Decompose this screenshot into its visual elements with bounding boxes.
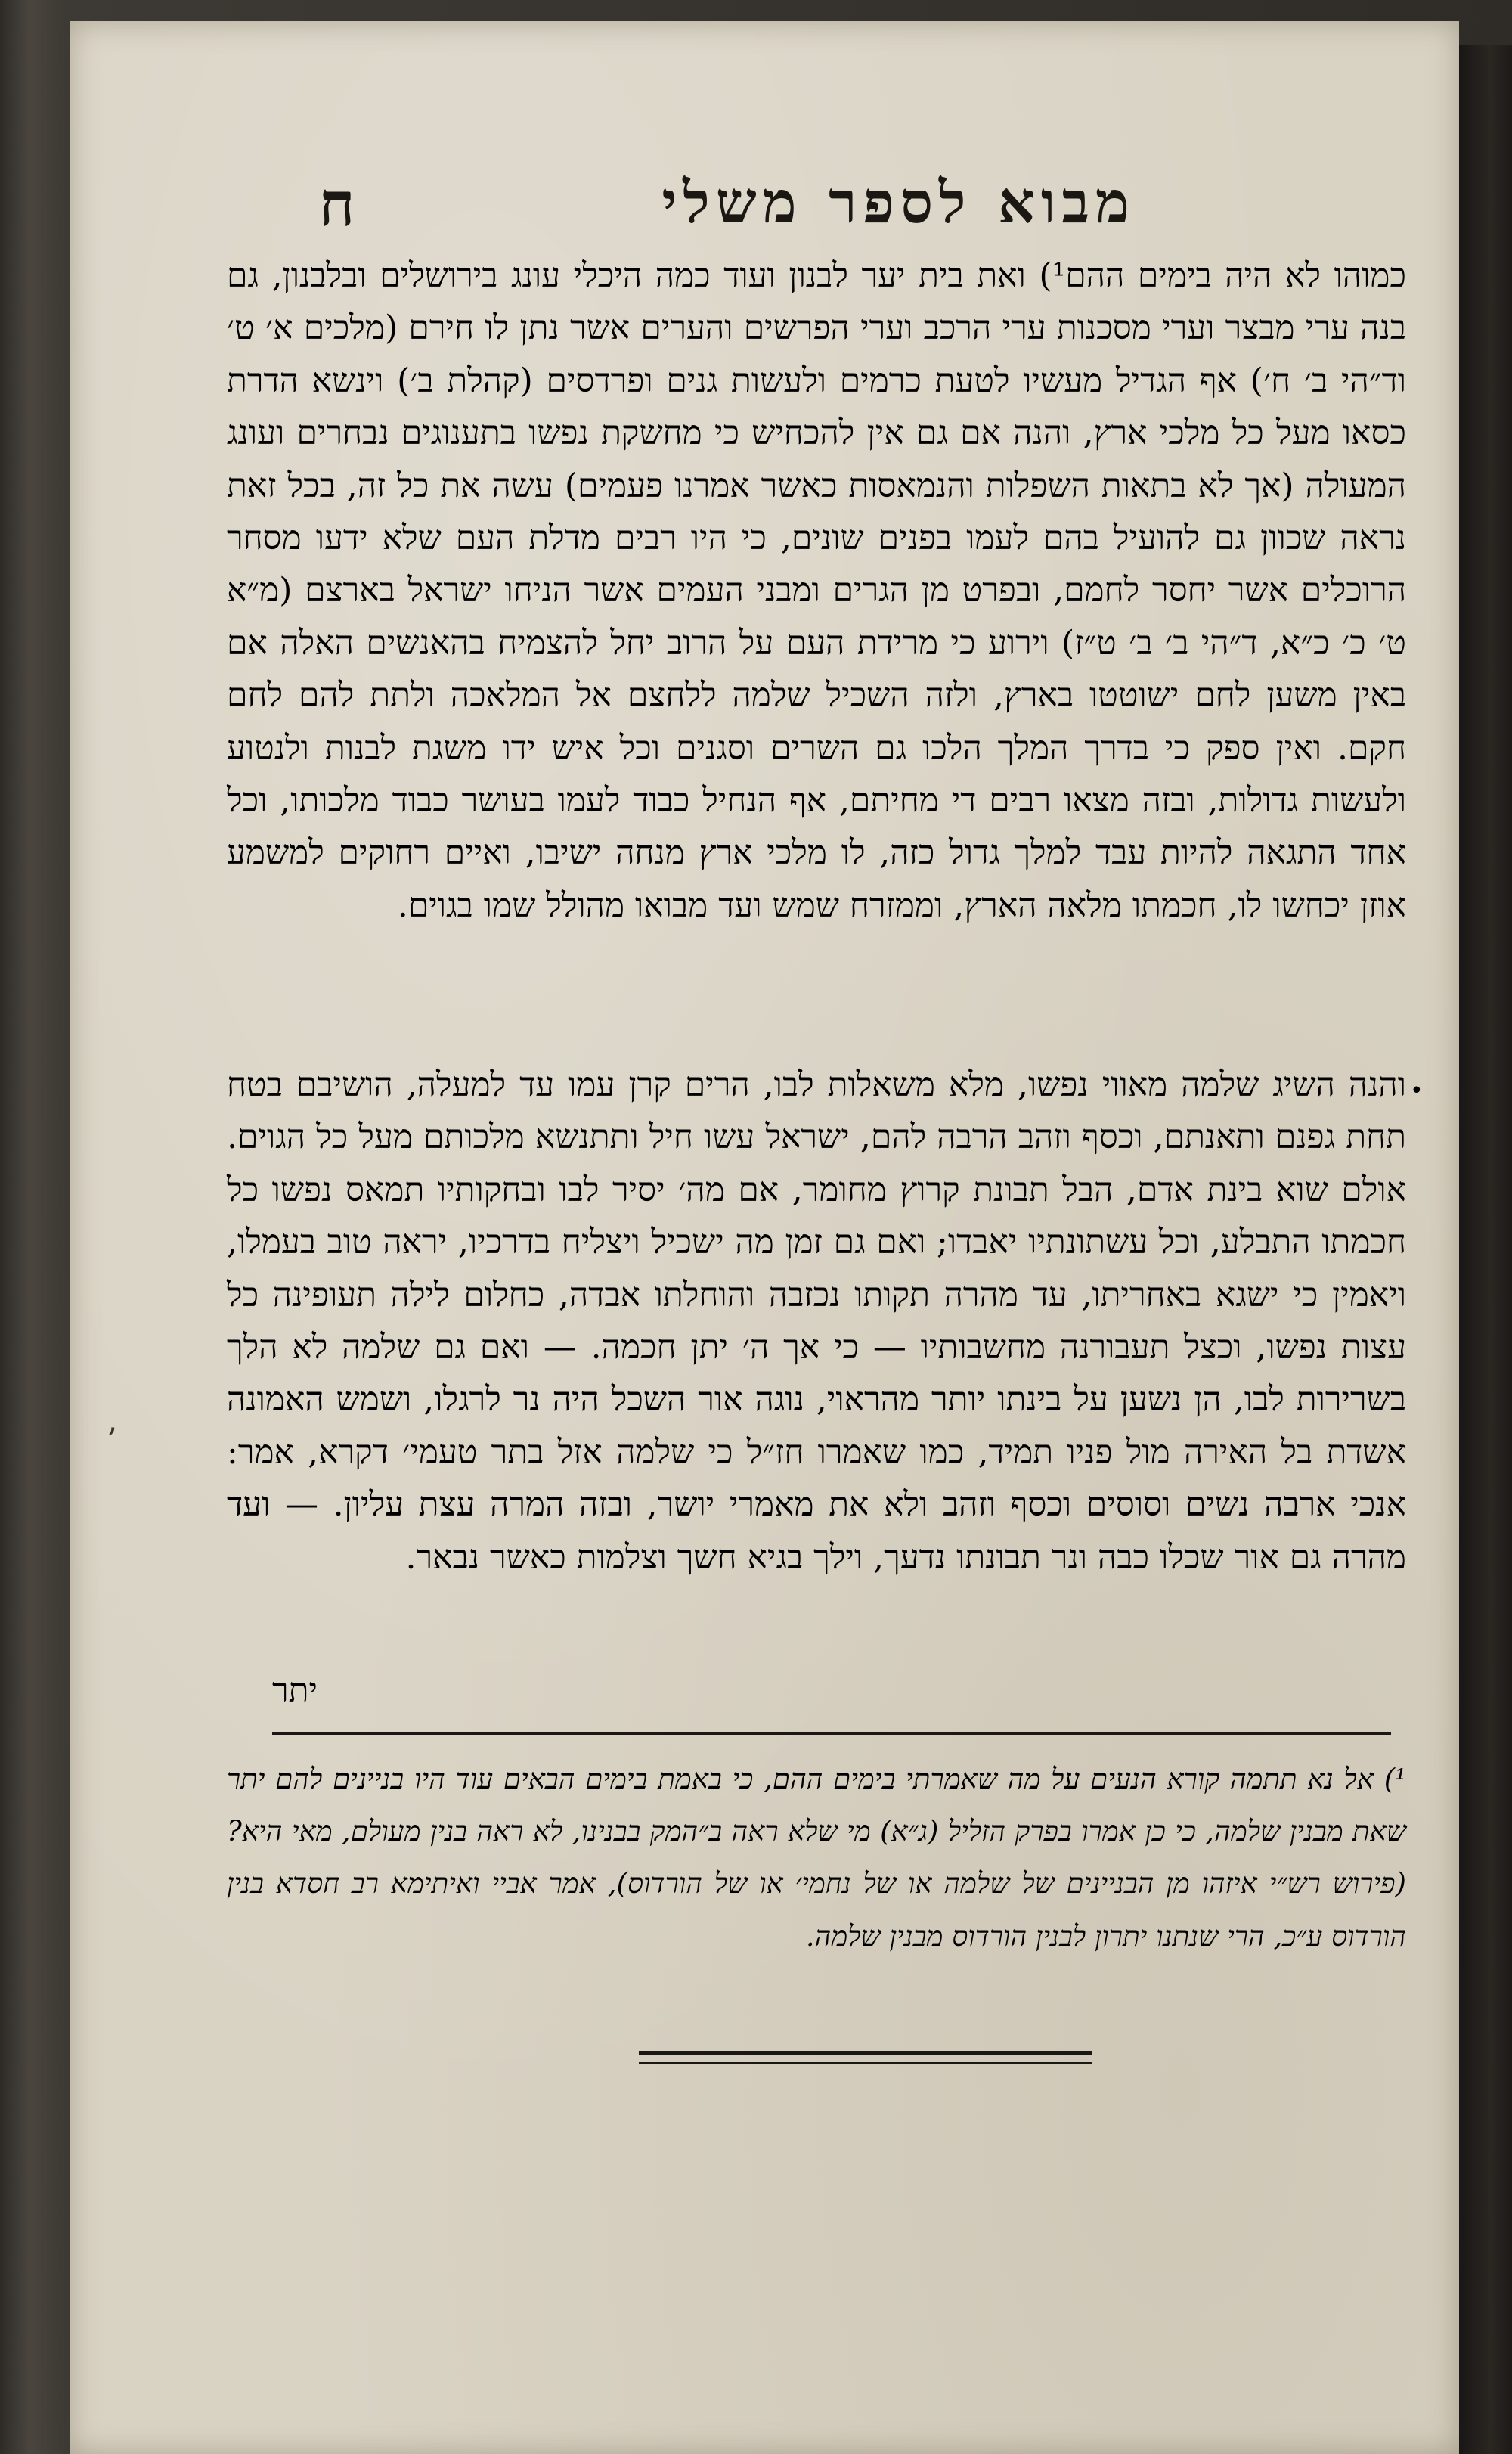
page-number: ח: [319, 169, 355, 240]
paragraph-marker: •: [1410, 1078, 1424, 1104]
body-paragraph-2: והנה השיג שלמה מאווי נפשו, מלא משאלות לבו, הרים קרן עמו עד למעלה, הושיבם בטח תחת גפנם ותאנתם, וכסף וזהב הרבה להם, ישראל עשו חיל ותתנשא מלכותם מעל כל הגוים. אולם שוא בינת אדם, הבל תבונת קרוץ מחומר, אם מה׳ יסיר לבו ובחקותיו תמאס נפשו כל חכמתו התבלע, וכל עשתונתיו יאבדו; ואם גם זמן מה ישכיל ויצליח בדרכיו, יראה טוב בעמלו, ויאמין כי ישגא באחריתו, עד מהרה תקותו נכזבה והוחלתו אבדה, כחלום לילה תעופינה כל עצות נפשו, וכצל תעבורנה מחשבותיו — כי אך ה׳ יתן חכמה. — ואם גם שלמה לא הלך בשרירות לבו, הן נשען על בינתו יותר מהראוי, נוגה אור השכל היה נר לרגלו, ושמש האמונה אשדת בל האירה מול פניו תמיד, כמו שאמרו חז״ל כי שלמה אזל בתר טעמי׳ דקרא, אמר: אנכי ארבה נשים וסוסים וכסף וזהב ולא את מאמרי יושר, ובזה המרה עצת עליון. — ועד מהרה גם אור שכלו כבה ונר תבונתו נדעך, וילך בגיא חשך וצלמות כאשר נבאר.: [227, 1066, 1406, 1577]
footnote-divider: [272, 1732, 1391, 1735]
page-blemish: ʼ: [106, 1422, 116, 1459]
end-ornament-rule-thick: [639, 2051, 1092, 2055]
catchword: יתר: [272, 1671, 318, 1710]
running-title: מבוא לספר משלי: [662, 169, 1136, 236]
page-header: [281, 169, 1309, 259]
body-paragraph-1: כמוהו לא היה בימים ההם¹) ואת בית יער לבנון ועוד כמה היכלי עונג בירושלים ובלבנון, גם בנה ערי מבצר וערי מסכנות ערי הרכב וערי הפרשים והערים אשר נתן לו חירם (מלכים א׳ ט׳ וד״הי ב׳ ח׳) אף הגדיל מעשיו לטעת כרמים ולעשות גנים ופרדסים (קהלת ב׳) וינשא הדרת כסאו מעל כל מלכי ארץ, והנה אם גם אין להכחיש כי מחשקת נפשו בתענוגים נבחרים ועונג המעולה (אך לא בתאות השפלות והנמאסות כאשר אמרנו פעמים) עשה את כל זה, בכל זאת נראה שכוון גם להועיל בהם לעמו בפנים שונים, כי היו רבים מדלת העם שלא ידעו מסחר הרוכלים אשר יחסר לחמם, ובפרט מן הגרים ומבני העמים אשר הניחו ישראל בארצם (מ״א ט׳ כ׳ כ״א, ד״הי ב׳ ב׳ ט״ז) וירוע כי מרידת העם על הרוב יחל להצמיח בהאנשים האלה אם באין משען לחם ישוטטו בארץ, ולזה השכיל שלמה ללחצם אל המלאכה ולתת להם לחם חקם. ואין ספק כי בדרך המלך הלכו גם השרים וסגנים וכל איש ידו משגת לבנות ולנטוע ולעשות גדולות, ובזה מצאו רבים די מחיתם, אף הנחיל כבוד לעמו בעושר כבוד מלכותו, וכל אחד התגאה להיות עבד למלך גדול כזה, לו מלכי ארץ מנחה ישיבו, ואיים רחוקים למשמע אוזן יכחשו לו, חכמתו מלאה הארץ, וממזרח שמש ועד מבואו מהולל שמו בגוים.: [227, 256, 1407, 925]
book-edge: [1459, 45, 1512, 2454]
footnote-1: ¹) אל נא תתמה קורא הנעים על מה שאמרתי בימים ההם, כי באמת בימים הבאים עוד היו בניינים להם יתר שאת מבנין שלמה, כי כן אמרו בפרק הזליל (ג״א) מי שלא ראה ב״המק בבנינו, לא ראה בנין מעולם, מאי היא? (פירוש רש״י איזהו מן הבניינים של שלמה או של נחמי׳ או של הורדוס), אמר אביי ואיתימא רב חסדא בנין הורדוס ע״כ, הרי שנתנו יתרון לבנין הורדוס מבנין שלמה.: [227, 1763, 1406, 1953]
end-ornament-rule-thin: [639, 2062, 1092, 2064]
